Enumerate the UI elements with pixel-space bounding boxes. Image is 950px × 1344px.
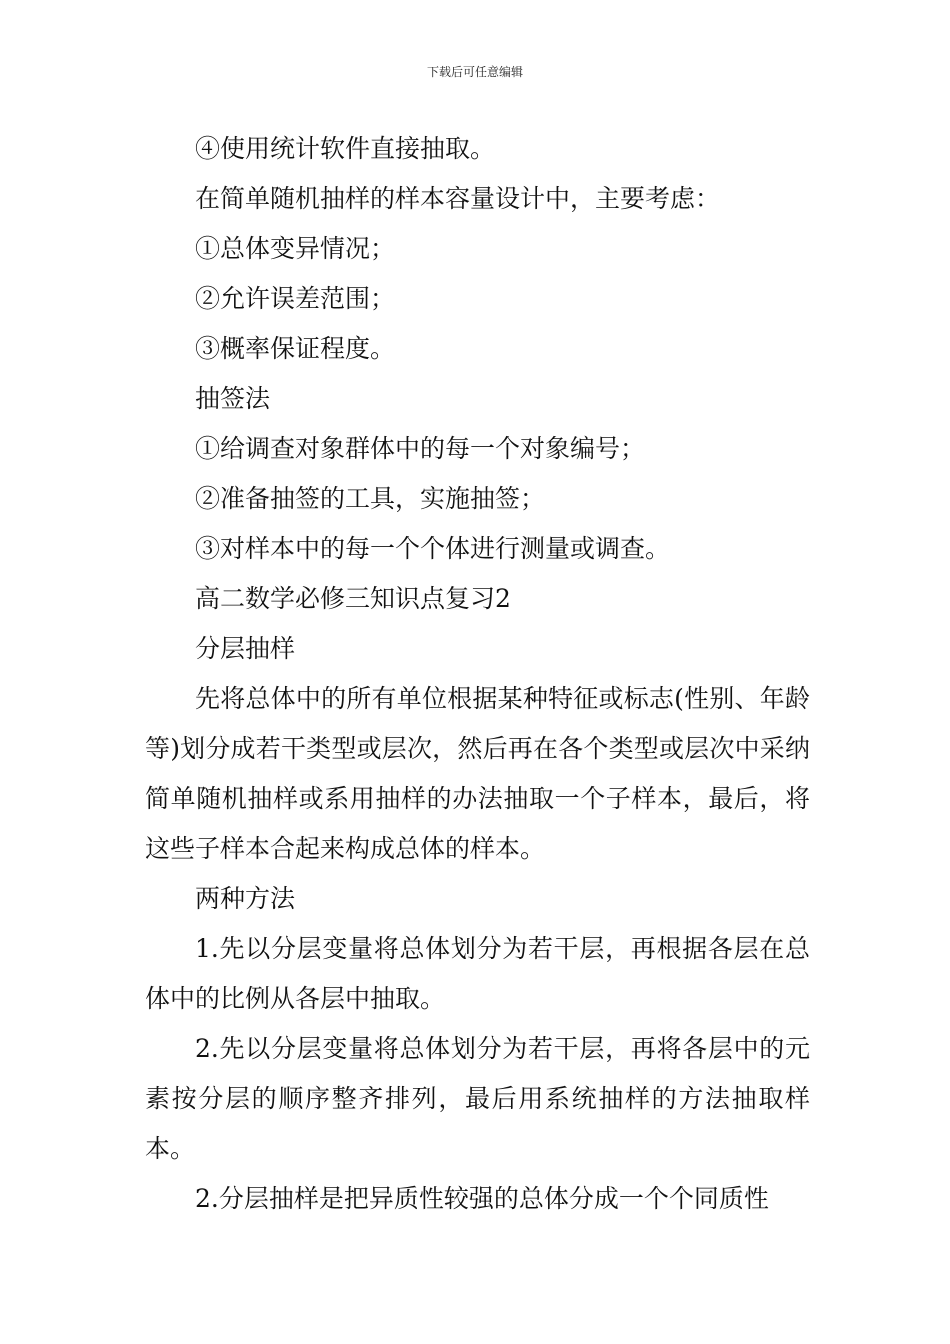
paragraph: 两种方法: [195, 884, 296, 913]
paragraph: ①总体变异情况；: [195, 234, 396, 263]
section-heading: 高二数学必修三知识点复习2: [195, 584, 511, 613]
paragraph: 2.先以分层变量将总体划分为若干层，再将各层中的元素按分层的顺序整齐排列，最后用系统抽样的方法抽取样本。: [145, 1034, 810, 1163]
paragraph: ②准备抽签的工具，实施抽签；: [195, 484, 546, 513]
paragraph: ③概率保证程度。: [195, 334, 396, 363]
paragraph: ③对样本中的每一个个体进行测量或调查。: [195, 534, 671, 563]
page-header: 下载后可任意编辑: [426, 65, 523, 79]
paragraph: 抽签法: [195, 384, 271, 413]
document-body: [145, 124, 810, 1224]
paragraph: ①给调查对象群体中的每一个对象编号；: [195, 434, 646, 463]
paragraph: 分层抽样: [195, 634, 296, 663]
paragraph: ④使用统计软件直接抽取。: [195, 134, 496, 163]
paragraph: 2.分层抽样是把异质性较强的总体分成一个个同质性: [195, 1184, 769, 1213]
paragraph: 在简单随机抽样的样本容量设计中，主要考虑：: [195, 184, 721, 213]
paragraph: 先将总体中的所有单位根据某种特征或标志(性别、年龄等)划分成若干类型或层次，然后再在各个类型或层次中采纳简单随机抽样或系用抽样的办法抽取一个子样本，最后，将这些子样本合起来构成总体的样本。: [145, 684, 810, 863]
paragraph: ②允许误差范围；: [195, 284, 396, 313]
paragraph: 1.先以分层变量将总体划分为若干层，再根据各层在总体中的比例从各层中抽取。: [145, 934, 810, 1013]
